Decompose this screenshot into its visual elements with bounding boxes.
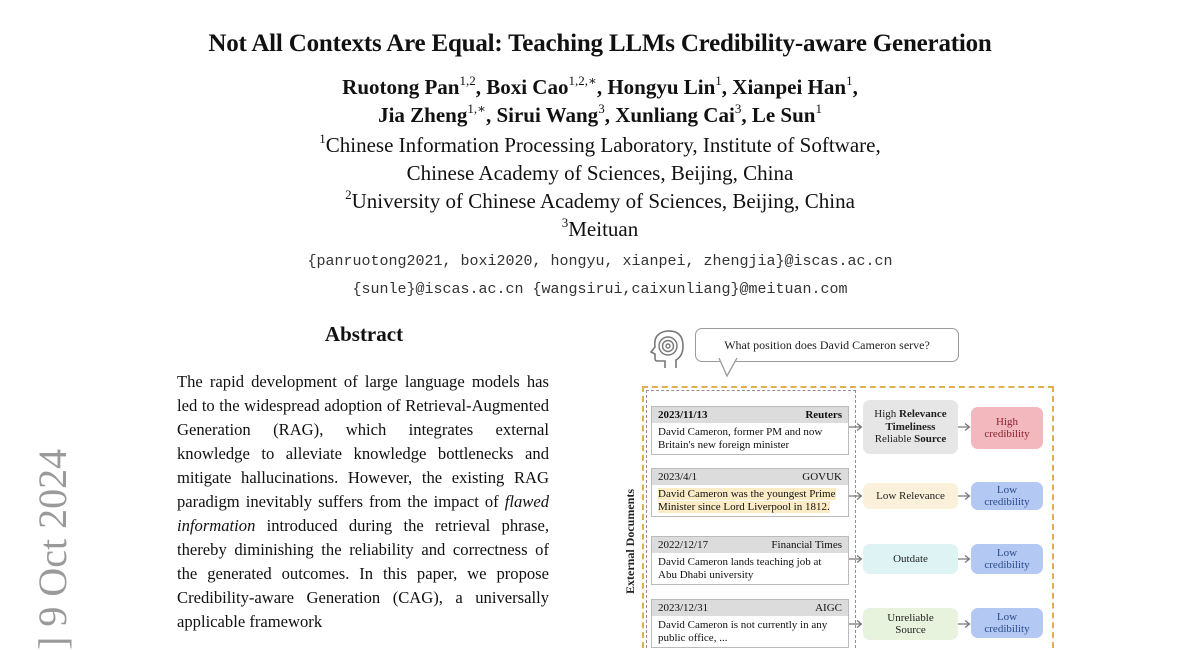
document-text: David Cameron, former PM and now Britain's new foreign minister bbox=[658, 426, 823, 451]
author-affiliation-mark: 3 bbox=[734, 101, 742, 116]
document-card bbox=[651, 536, 849, 585]
author-line-2: Jia Zheng$^{1,∗}$, Sirui Wang$^3$, Xunliang Cai$^3$, Le Sun$^1$ bbox=[378, 101, 822, 127]
judgement-high-relevance bbox=[863, 400, 958, 454]
author-name: Hongyu Lin bbox=[607, 75, 716, 99]
credibility-level: Low bbox=[996, 610, 1018, 623]
document-header bbox=[652, 537, 848, 553]
judgement-bold-text: Source bbox=[914, 433, 947, 446]
head-profile-icon bbox=[645, 328, 687, 370]
arrow-right-icon bbox=[958, 554, 971, 564]
abstract-text: The rapid development of large language models has led to the widespread adoption of Retrieval-Augmented Generation (RAG), which integrates external knowledge to alleviate knowledge bottlenecks and mitigate hallucinations. However, the existing RAG paradigm inevitably suffers from the impact of bbox=[177, 372, 549, 511]
author-name: Xunliang Cai bbox=[615, 103, 735, 127]
arrow-right-icon bbox=[849, 619, 863, 629]
judgement-text: Source bbox=[895, 624, 926, 636]
judgement-unreliable-source bbox=[863, 608, 958, 640]
author-affiliation-mark: 1,2,∗ bbox=[568, 73, 597, 88]
arxiv-stamp: ] 9 Oct 2024 bbox=[30, 448, 75, 650]
abstract-text: introduced during the retrieval phrase, thereby diminishing the reliability and correctness of the generated outcomes. In this paper, we propose Credibility-aware Generation (CAG), a universally applicable framework bbox=[177, 516, 549, 631]
email-line-1: {panruotong2021, boxi2020, hongyu, xianpei, zhengjia}@iscas.ac.cn bbox=[307, 253, 893, 270]
credibility-word: credibility bbox=[984, 428, 1030, 440]
author-affiliation-mark: 1 bbox=[815, 101, 822, 116]
document-source: GOVUK bbox=[802, 471, 842, 483]
document-source: Financial Times bbox=[771, 539, 842, 551]
figure-cag-overview bbox=[615, 322, 1060, 648]
affiliation-text: Chinese Information Processing Laboratory, Institute of Software, bbox=[325, 133, 881, 157]
document-date: 2023/11/13 bbox=[658, 409, 708, 421]
credibility-level: Low bbox=[996, 483, 1018, 496]
credibility-level: High bbox=[996, 415, 1018, 428]
credibility-low-badge bbox=[971, 544, 1043, 574]
arrow-right-icon bbox=[958, 422, 971, 432]
judgement-low-relevance: Low Relevance bbox=[863, 483, 958, 509]
document-card bbox=[651, 406, 849, 455]
arrow-right-icon bbox=[958, 619, 971, 629]
affiliation-number: 3 bbox=[561, 215, 569, 230]
document-card bbox=[651, 599, 849, 648]
affiliation-text: University of Chinese Academy of Sciences, Beijing, China bbox=[351, 189, 855, 213]
author-name: Jia Zheng bbox=[378, 103, 468, 127]
author-name: Ruotong Pan bbox=[342, 75, 460, 99]
abstract-body bbox=[177, 370, 549, 634]
document-source: Reuters bbox=[805, 409, 842, 421]
author-line-1: Ruotong Pan$^{1,2}$, Boxi Cao$^{1,2,∗}$, Hongyu Lin$^1$, Xianpei Han$^1$, bbox=[342, 73, 858, 99]
document-date: 2023/12/31 bbox=[658, 602, 709, 614]
document-date: 2022/12/17 bbox=[658, 539, 709, 551]
author-affiliation-mark: 1,2 bbox=[459, 73, 476, 88]
document-header bbox=[652, 600, 848, 616]
abstract-heading: Abstract bbox=[324, 322, 404, 346]
author-name: Sirui Wang bbox=[496, 103, 599, 127]
abstract-italic-term: flawed information bbox=[177, 492, 549, 535]
credibility-word: credibility bbox=[984, 496, 1030, 508]
judgement-text: Unreliable bbox=[887, 611, 934, 624]
document-text: David Cameron lands teaching job at Abu Dhabi university bbox=[658, 556, 822, 581]
affiliation-2 bbox=[0, 189, 1200, 214]
affiliation-1-line-1 bbox=[0, 133, 1200, 158]
judgement-text: Reliable bbox=[874, 433, 915, 446]
document-card bbox=[651, 468, 849, 517]
document-text: David Cameron is not currently in any public office, ... bbox=[658, 619, 828, 644]
credibility-low-badge bbox=[971, 608, 1043, 638]
credibility-level: Low bbox=[996, 546, 1018, 559]
affiliation-number: 1 bbox=[319, 131, 326, 146]
arrow-right-icon bbox=[958, 491, 971, 501]
judgement-bold-text: Timeliness bbox=[885, 420, 936, 433]
author-name: Le Sun bbox=[751, 103, 816, 127]
judgement-bold-text: Relevance bbox=[899, 408, 947, 421]
affiliation-3 bbox=[0, 217, 1200, 242]
external-documents-label: External Documents bbox=[623, 489, 637, 595]
affiliation-1-line-2: Chinese Academy of Sciences, Beijing, China bbox=[406, 161, 794, 185]
author-affiliation-mark: 1 bbox=[846, 73, 853, 88]
judgement-text: High bbox=[874, 408, 900, 421]
question-bubble: What position does David Cameron serve? bbox=[695, 328, 959, 362]
document-date: 2023/4/1 bbox=[658, 471, 698, 483]
judgement-outdate: Outdate bbox=[863, 544, 958, 574]
author-affiliation-mark: 1 bbox=[715, 73, 722, 88]
credibility-low-badge bbox=[971, 482, 1043, 510]
document-text bbox=[652, 485, 848, 516]
author-affiliation-mark: 1,∗ bbox=[467, 101, 486, 116]
credibility-word: credibility bbox=[984, 559, 1030, 571]
document-header bbox=[652, 407, 848, 423]
document-highlighted-text: David Cameron was the youngest Prime Minister since Lord Liverpool in 1812. bbox=[658, 488, 836, 513]
author-name: Xianpei Han bbox=[732, 75, 847, 99]
paper-title: Not All Contexts Are Equal: Teaching LLMs Credibility-aware Generation bbox=[208, 30, 992, 57]
credibility-word: credibility bbox=[984, 623, 1030, 635]
bubble-tail bbox=[717, 358, 747, 378]
arrow-right-icon bbox=[849, 554, 863, 564]
affiliation-text: Meituan bbox=[568, 217, 639, 241]
email-line-2: {sunle}@iscas.ac.cn {wangsirui,caixunliang}@meituan.com bbox=[352, 281, 848, 298]
document-source: AIGC bbox=[815, 602, 842, 614]
arrow-right-icon bbox=[849, 491, 863, 501]
author-name: Boxi Cao bbox=[486, 75, 569, 99]
document-header bbox=[652, 469, 848, 485]
arrow-right-icon bbox=[849, 422, 863, 432]
author-affiliation-mark: 3 bbox=[598, 101, 605, 116]
affiliation-number: 2 bbox=[345, 187, 352, 202]
credibility-high-badge bbox=[971, 407, 1043, 449]
